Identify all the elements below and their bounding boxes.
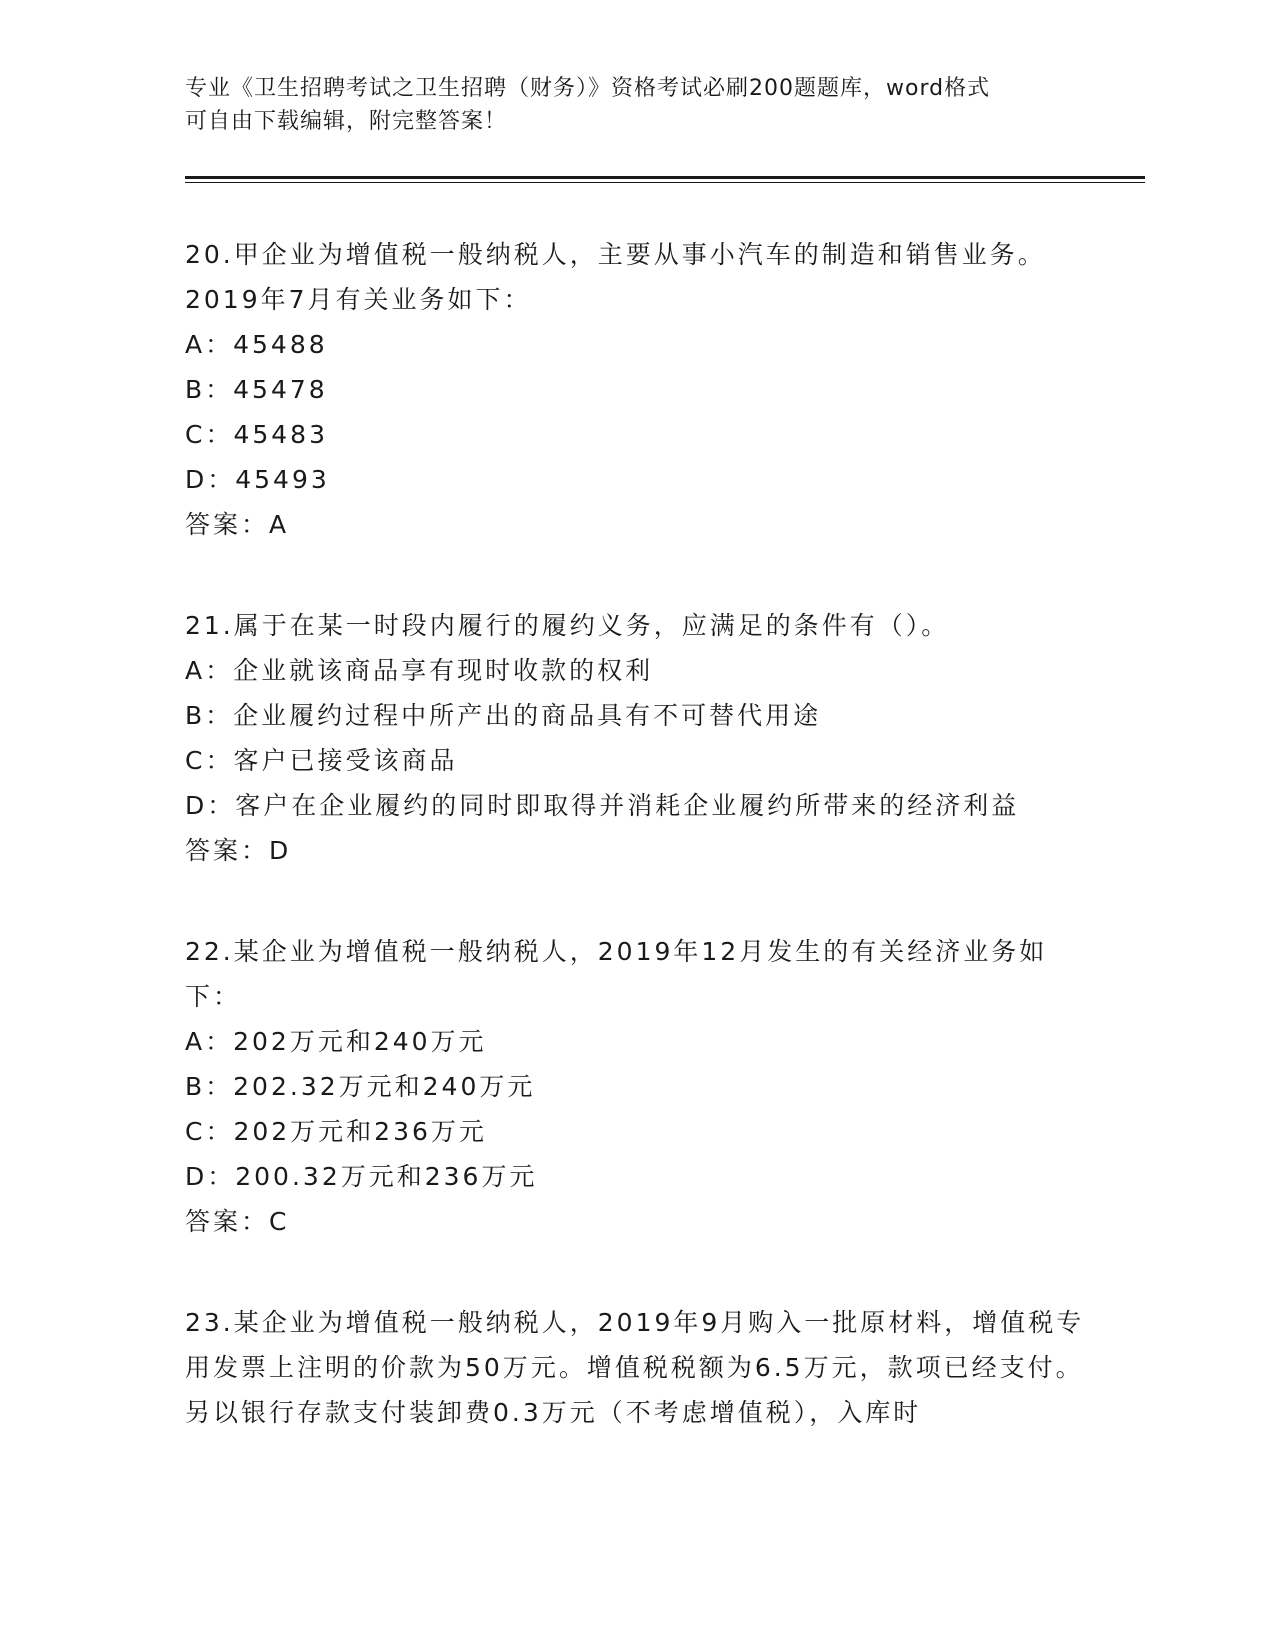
header-line-1: 专业《卫生招聘考试之卫生招聘（财务）》资格考试必刷200题题库，word格式 [185, 76, 991, 101]
header-divider-thin [185, 182, 1145, 183]
document-header [185, 72, 1085, 138]
answer: 答案：D [185, 836, 292, 865]
option-b: B：202.32万元和240万元 [185, 1072, 536, 1101]
question-text: 23.某企业为增值税一般纳税人，2019年9月购入一批原材料，增值税专用发票上注明的价款为50万元。增值税税额为6.5万元，款项已经支付。另以银行存款支付装卸费0.3万元（不考虑增值税），入库时 [185, 1308, 1085, 1427]
question-list [185, 232, 1085, 1491]
option-d: D：客户在企业履约的同时即取得并消耗企业履约所带来的经济利益 [185, 791, 1020, 820]
option-b: B：企业履约过程中所产出的商品具有不可替代用途 [185, 701, 822, 730]
question-23 [185, 1300, 1085, 1435]
question-text: 20.甲企业为增值税一般纳税人，主要从事小汽车的制造和销售业务。2019年7月有关业务如下： [185, 240, 1046, 314]
option-d: D：45493 [185, 465, 330, 494]
option-a: A：45488 [185, 330, 328, 359]
header-line-2: 可自由下载编辑，附完整答案！ [185, 109, 508, 134]
option-a: A：202万元和240万元 [185, 1027, 487, 1056]
header-divider-thick [185, 176, 1145, 179]
option-d: D：200.32万元和236万元 [185, 1162, 538, 1191]
answer: 答案：C [185, 1207, 290, 1236]
option-c: C：45483 [185, 420, 328, 449]
question-21 [185, 603, 1085, 873]
question-text: 22.某企业为增值税一般纳税人，2019年12月发生的有关经济业务如下： [185, 937, 1048, 1011]
option-c: C：客户已接受该商品 [185, 746, 458, 775]
question-text: 21.属于在某一时段内履行的履约义务，应满足的条件有（）。 [185, 611, 950, 640]
option-a: A：企业就该商品享有现时收款的权利 [185, 656, 654, 685]
answer: 答案：A [185, 510, 290, 539]
option-c: C：202万元和236万元 [185, 1117, 487, 1146]
option-b: B：45478 [185, 375, 328, 404]
question-20 [185, 232, 1085, 547]
question-22 [185, 929, 1085, 1244]
